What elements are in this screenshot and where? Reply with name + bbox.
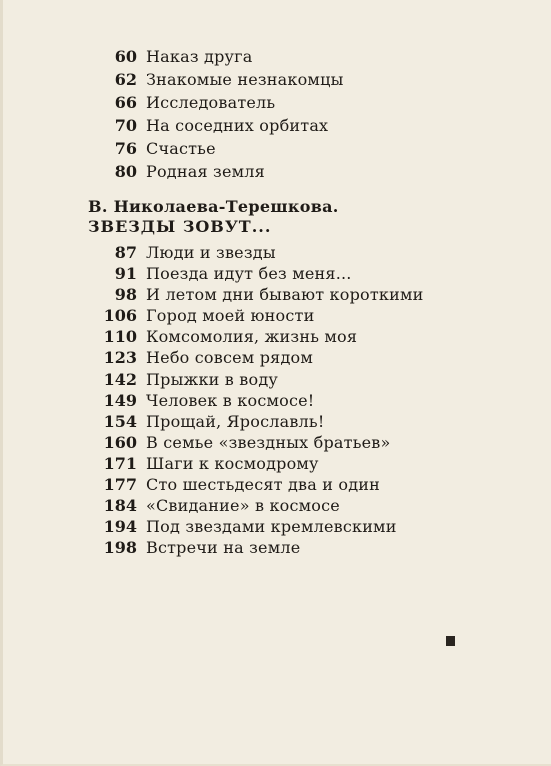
toc-title: Человек в космосе! [146, 390, 315, 410]
toc-entry [0, 114, 551, 137]
toc-title: Люди и звезды [146, 243, 276, 262]
toc-entry [0, 137, 551, 160]
toc-title: Сто шестьдесят два и один [146, 475, 381, 495]
toc-page-number: 184 [103, 496, 137, 516]
toc-page-number: 194 [103, 517, 137, 537]
toc-title: Счастье [146, 139, 216, 158]
book-title: ЗВЕЗДЫ ЗОВУТ... [88, 217, 272, 236]
section-heading [88, 197, 488, 237]
toc-page-number: 80 [114, 162, 137, 181]
toc-entry [0, 495, 551, 516]
toc-entry [0, 326, 551, 347]
toc-entry [0, 263, 551, 284]
toc-page-number: 171 [103, 453, 137, 473]
toc-entry [0, 347, 551, 368]
toc-entry [0, 242, 551, 263]
toc-list-part-1 [0, 45, 551, 183]
toc-entry [0, 390, 551, 411]
toc-page-number: 62 [114, 70, 137, 89]
toc-page-number: 70 [114, 116, 137, 135]
toc-page-number: 198 [103, 538, 137, 558]
toc-title: Поезда идут без меня... [146, 264, 352, 284]
toc-entry [0, 68, 551, 91]
toc-title: Под звездами кремлевскими [146, 517, 397, 537]
toc-page-number: 91 [114, 264, 137, 284]
toc-entry [0, 45, 551, 68]
toc-entry [0, 369, 551, 390]
toc-entry [0, 537, 551, 558]
toc-title: Прыжки в воду [146, 369, 278, 389]
toc-title: Шаги к космодрому [146, 453, 319, 473]
toc-entry [0, 305, 551, 326]
toc-page-number: 142 [103, 369, 137, 389]
toc-list-part-2 [0, 242, 551, 558]
toc-entry [0, 432, 551, 453]
toc-title: Комсомолия, жизнь моя [146, 327, 358, 347]
toc-title: На соседних орбитах [146, 116, 329, 135]
toc-entry [0, 284, 551, 305]
toc-title: Родная земля [146, 162, 265, 181]
toc-title: Наказ друга [146, 47, 253, 66]
toc-page-number: 110 [103, 327, 137, 347]
toc-page-number: 123 [103, 348, 137, 368]
end-mark [446, 636, 455, 646]
toc-page-number: 160 [103, 432, 137, 452]
toc-entry [0, 160, 551, 183]
toc-page-number: 177 [103, 475, 137, 495]
toc-title: Исследователь [146, 93, 276, 112]
toc-page-number: 98 [114, 285, 137, 305]
toc-entry [0, 474, 551, 495]
toc-title: «Свидание» в космосе [146, 496, 340, 516]
toc-entry [0, 91, 551, 114]
toc-title: Встречи на земле [146, 538, 301, 558]
toc-entry [0, 453, 551, 474]
toc-title: Знакомые незнакомцы [146, 70, 344, 89]
author-name: В. Николаева-Терешкова. [88, 197, 339, 216]
toc-page-number: 106 [103, 306, 137, 326]
toc-title: Прощай, Ярославль! [146, 411, 325, 431]
toc-page-number: 66 [114, 93, 137, 112]
toc-page-number: 60 [114, 47, 137, 66]
toc-title: Небо совсем рядом [146, 348, 314, 368]
toc-page-number: 87 [114, 243, 137, 262]
toc-title: И летом дни бывают короткими [146, 285, 424, 305]
toc-page-number: 154 [103, 411, 137, 431]
toc-title: Город моей юности [146, 306, 315, 326]
toc-title: В семье «звездных братьев» [146, 432, 391, 452]
toc-entry [0, 516, 551, 537]
toc-page-number: 149 [103, 390, 137, 410]
toc-entry [0, 411, 551, 432]
toc-page-number: 76 [114, 139, 137, 158]
